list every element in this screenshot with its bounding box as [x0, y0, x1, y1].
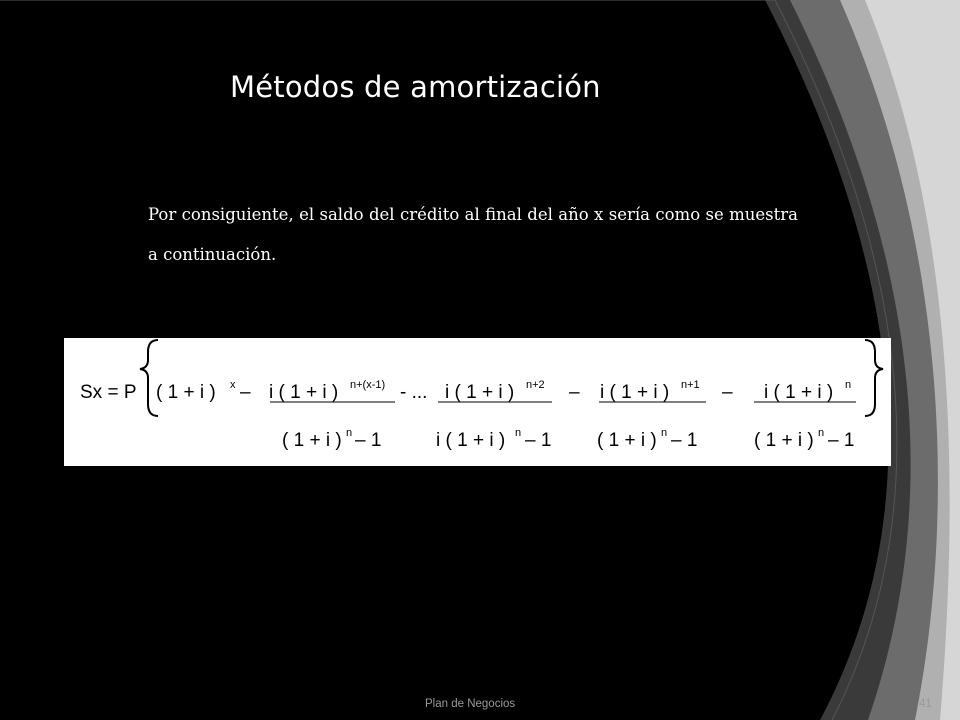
term-5-denominator: ( 1 + i )	[754, 430, 814, 451]
term-1: ( 1 + i )	[156, 382, 216, 403]
term-5-denominator-tail: – 1	[828, 430, 855, 451]
slide-title: Métodos de amortización	[230, 70, 601, 104]
term-2-denominator-exponent: n	[346, 427, 353, 439]
term-4-denominator: ( 1 + i )	[597, 430, 657, 451]
term-4-denominator-tail: – 1	[671, 430, 698, 451]
term-4-numerator-exponent: n+1	[681, 379, 700, 391]
term-3-numerator: i ( 1 + i )	[445, 382, 515, 403]
term-3-denominator: i ( 1 + i )	[436, 430, 506, 451]
ellipsis: - ...	[400, 382, 428, 403]
term-4-denominator-exponent: n	[661, 427, 668, 439]
term-5-numerator-exponent: n	[845, 379, 852, 391]
left-brace	[140, 340, 158, 416]
minus-sign-3: –	[722, 382, 733, 403]
term-2-denominator-tail: – 1	[355, 430, 382, 451]
term-3-denominator-exponent: n	[515, 427, 522, 439]
term-2-numerator-exponent: n+(x-1)	[350, 379, 386, 391]
minus-sign-2: –	[569, 382, 580, 403]
term-2-numerator: i ( 1 + i )	[269, 382, 339, 403]
page-number: 41	[919, 698, 932, 710]
slide-body-text: Por consiguiente, el saldo del crédito al final del año x sería como se muestra a continuación.	[148, 205, 798, 264]
term-5-denominator-exponent: n	[818, 427, 825, 439]
term-4-numerator: i ( 1 + i )	[600, 382, 670, 403]
slide-footer: Plan de Negocios	[425, 698, 516, 710]
term-1-exponent: x	[230, 379, 236, 391]
term-2-denominator: ( 1 + i )	[282, 430, 342, 451]
minus-sign-1: –	[240, 382, 251, 403]
right-brace	[865, 340, 883, 416]
formula-image	[64, 338, 891, 466]
term-3-denominator-tail: – 1	[525, 430, 552, 451]
formula-lhs: Sx = P	[80, 382, 137, 403]
term-5-numerator: i ( 1 + i )	[764, 382, 834, 403]
term-3-numerator-exponent: n+2	[526, 379, 545, 391]
